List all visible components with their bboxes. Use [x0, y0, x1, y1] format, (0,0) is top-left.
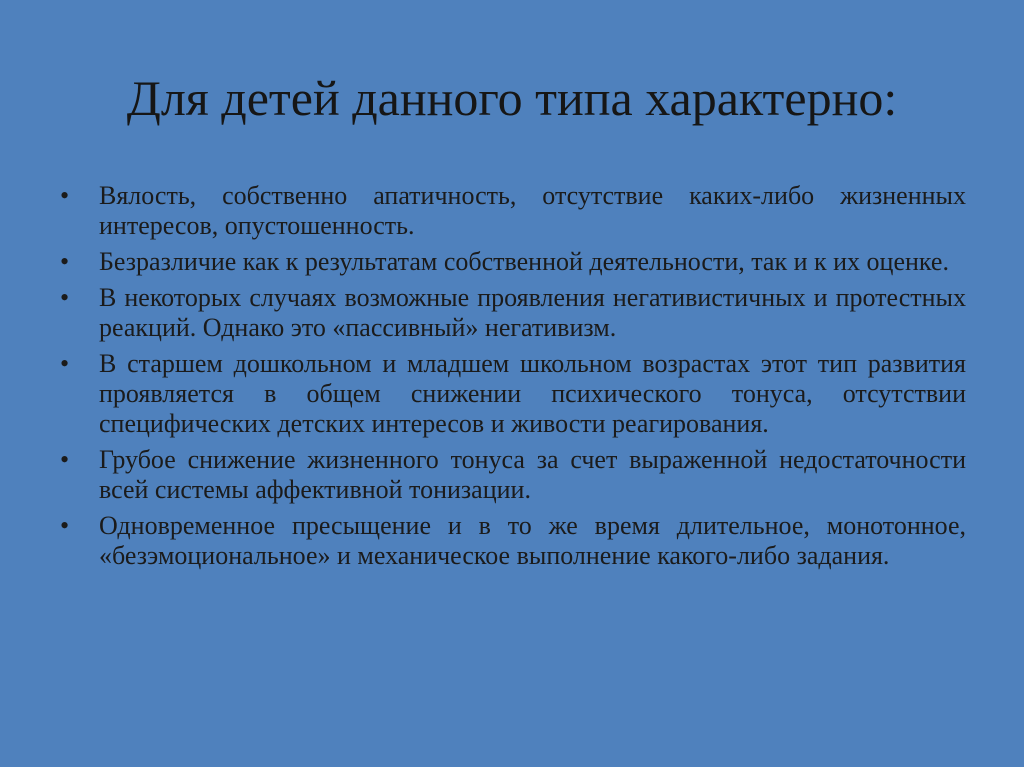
bullet-item: [60, 181, 966, 241]
bullet-icon: •: [60, 445, 70, 474]
bullet-item: [60, 511, 966, 571]
bullet-text: Грубое снижение жизненного тонуса за счет выраженной недостаточности всей системы аффективной тонизации.: [99, 445, 966, 504]
slide-title: Для детей данного типа характерно:: [126, 70, 898, 126]
bullet-icon: •: [60, 511, 70, 540]
bullet-text: В старшем дошкольном и младшем школьном возрастах этот тип развития проявляется в общем снижении психического тонуса, отсутствии специфических детских интересов и живости реагирования.: [99, 349, 966, 438]
bullet-item: [60, 283, 966, 343]
bullet-icon: •: [60, 247, 70, 276]
bullet-icon: •: [60, 283, 70, 312]
bullet-item: [60, 349, 966, 439]
bullet-text: Вялость, собственно апатичность, отсутствие каких-либо жизненных интересов, опустошенность.: [99, 181, 966, 240]
bullet-text: Одновременное пресыщение и в то же время длительное, монотонное, «безэмоциональное» и механическое выполнение какого-либо задания.: [99, 511, 966, 570]
bullet-item: [60, 445, 966, 505]
bullet-icon: •: [60, 349, 70, 378]
bullet-item: [60, 247, 966, 277]
bullet-icon: •: [60, 181, 70, 210]
bullet-list: [60, 181, 966, 577]
bullet-text: В некоторых случаях возможные проявления негативистичных и протестных реакций. Однако это «пассивный» негативизм.: [99, 283, 966, 342]
bullet-text: Безразличие как к результатам собственной деятельности, так и к их оценке.: [99, 247, 949, 276]
